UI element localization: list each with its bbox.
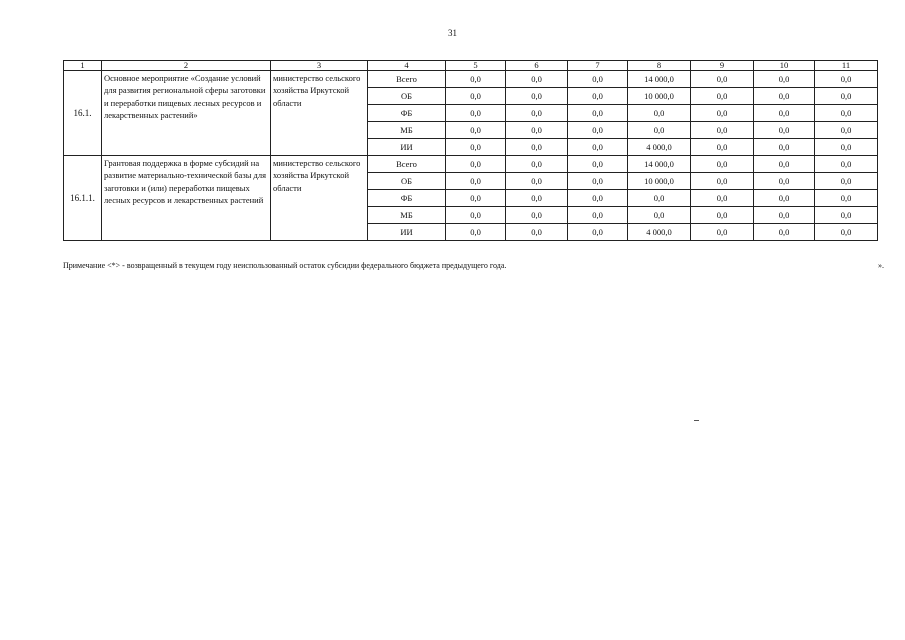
amount-cell: 10 000,0 bbox=[628, 88, 691, 105]
amount-cell: 0,0 bbox=[568, 173, 628, 190]
stray-dash-mark bbox=[694, 420, 699, 421]
column-header: 9 bbox=[691, 61, 754, 71]
funding-source-cell: Всего bbox=[368, 156, 446, 173]
amount-cell: 0,0 bbox=[568, 139, 628, 156]
amount-cell: 0,0 bbox=[815, 156, 878, 173]
page-number: 31 bbox=[448, 28, 457, 38]
column-header: 8 bbox=[628, 61, 691, 71]
measure-name-cell: Основное мероприятие «Создание условий для развития региональной сферы заготовки и переработки пищевых лесных ресурсов и лекарственных растений» bbox=[102, 71, 271, 156]
column-header: 1 bbox=[64, 61, 102, 71]
amount-cell: 0,0 bbox=[506, 105, 568, 122]
amount-cell: 10 000,0 bbox=[628, 173, 691, 190]
amount-cell: 0,0 bbox=[568, 156, 628, 173]
amount-cell: 0,0 bbox=[568, 190, 628, 207]
amount-cell: 0,0 bbox=[754, 105, 815, 122]
amount-cell: 0,0 bbox=[446, 156, 506, 173]
amount-cell: 0,0 bbox=[446, 88, 506, 105]
amount-cell: 0,0 bbox=[628, 105, 691, 122]
amount-cell: 0,0 bbox=[691, 224, 754, 241]
funding-source-cell: МБ bbox=[368, 122, 446, 139]
amount-cell: 0,0 bbox=[446, 139, 506, 156]
amount-cell: 0,0 bbox=[815, 173, 878, 190]
funding-source-cell: Всего bbox=[368, 71, 446, 88]
column-header: 10 bbox=[754, 61, 815, 71]
amount-cell: 0,0 bbox=[815, 122, 878, 139]
funding-source-cell: МБ bbox=[368, 207, 446, 224]
amount-cell: 0,0 bbox=[506, 88, 568, 105]
amount-cell: 0,0 bbox=[506, 156, 568, 173]
amount-cell: 0,0 bbox=[815, 71, 878, 88]
amount-cell: 0,0 bbox=[506, 190, 568, 207]
column-header: 5 bbox=[446, 61, 506, 71]
funding-source-cell: ФБ bbox=[368, 105, 446, 122]
amount-cell: 0,0 bbox=[691, 156, 754, 173]
amount-cell: 0,0 bbox=[754, 207, 815, 224]
amount-cell: 0,0 bbox=[446, 71, 506, 88]
amount-cell: 0,0 bbox=[568, 71, 628, 88]
funding-source-cell: ФБ bbox=[368, 190, 446, 207]
column-header: 11 bbox=[815, 61, 878, 71]
amount-cell: 0,0 bbox=[446, 122, 506, 139]
amount-cell: 0,0 bbox=[754, 71, 815, 88]
amount-cell: 4 000,0 bbox=[628, 139, 691, 156]
closing-quote-mark: ». bbox=[878, 261, 884, 270]
amount-cell: 0,0 bbox=[754, 88, 815, 105]
column-header: 7 bbox=[568, 61, 628, 71]
amount-cell: 0,0 bbox=[754, 173, 815, 190]
amount-cell: 0,0 bbox=[568, 122, 628, 139]
executor-cell: министерство сельского хозяйства Иркутской области bbox=[271, 71, 368, 156]
header-row bbox=[64, 61, 878, 71]
column-header: 3 bbox=[271, 61, 368, 71]
funding-source-cell: ОБ bbox=[368, 173, 446, 190]
table-body bbox=[64, 61, 878, 241]
item-index-cell: 16.1. bbox=[64, 71, 102, 156]
column-header: 2 bbox=[102, 61, 271, 71]
amount-cell: 0,0 bbox=[506, 122, 568, 139]
amount-cell: 0,0 bbox=[815, 88, 878, 105]
amount-cell: 0,0 bbox=[506, 207, 568, 224]
amount-cell: 0,0 bbox=[815, 224, 878, 241]
amount-cell: 0,0 bbox=[446, 207, 506, 224]
amount-cell: 14 000,0 bbox=[628, 156, 691, 173]
amount-cell: 0,0 bbox=[628, 190, 691, 207]
funding-source-cell: ИИ bbox=[368, 139, 446, 156]
amount-cell: 0,0 bbox=[754, 156, 815, 173]
amount-cell: 0,0 bbox=[815, 207, 878, 224]
column-header: 6 bbox=[506, 61, 568, 71]
amount-cell: 0,0 bbox=[446, 173, 506, 190]
amount-cell: 0,0 bbox=[691, 88, 754, 105]
footnote: Примечание <*> - возвращенный в текущем году неиспользованный остаток субсидии федерального бюджета предыдущего года. bbox=[63, 261, 507, 270]
amount-cell: 0,0 bbox=[691, 71, 754, 88]
amount-cell: 0,0 bbox=[506, 173, 568, 190]
measure-name-cell: Грантовая поддержка в форме субсидий на развитие материально-технической базы для заготовки и (или) переработки пищевых лесных ресурсов и лекарственных растений bbox=[102, 156, 271, 241]
amount-cell: 0,0 bbox=[568, 207, 628, 224]
amount-cell: 0,0 bbox=[568, 88, 628, 105]
amount-cell: 14 000,0 bbox=[628, 71, 691, 88]
amount-cell: 0,0 bbox=[691, 139, 754, 156]
amount-cell: 0,0 bbox=[446, 105, 506, 122]
amount-cell: 0,0 bbox=[754, 190, 815, 207]
amount-cell: 0,0 bbox=[446, 190, 506, 207]
funding-table bbox=[63, 60, 878, 241]
item-index-cell: 16.1.1. bbox=[64, 156, 102, 241]
amount-cell: 0,0 bbox=[815, 139, 878, 156]
amount-cell: 0,0 bbox=[754, 139, 815, 156]
amount-cell: 0,0 bbox=[568, 105, 628, 122]
amount-cell: 0,0 bbox=[754, 224, 815, 241]
executor-cell: министерство сельского хозяйства Иркутской области bbox=[271, 156, 368, 241]
amount-cell: 0,0 bbox=[754, 122, 815, 139]
amount-cell: 0,0 bbox=[691, 190, 754, 207]
amount-cell: 0,0 bbox=[628, 207, 691, 224]
table-row bbox=[64, 156, 878, 173]
amount-cell: 0,0 bbox=[628, 122, 691, 139]
amount-cell: 0,0 bbox=[568, 224, 628, 241]
amount-cell: 0,0 bbox=[506, 139, 568, 156]
amount-cell: 0,0 bbox=[815, 190, 878, 207]
amount-cell: 0,0 bbox=[691, 173, 754, 190]
amount-cell: 0,0 bbox=[506, 224, 568, 241]
amount-cell: 0,0 bbox=[815, 105, 878, 122]
amount-cell: 0,0 bbox=[446, 224, 506, 241]
amount-cell: 0,0 bbox=[506, 71, 568, 88]
amount-cell: 0,0 bbox=[691, 207, 754, 224]
amount-cell: 4 000,0 bbox=[628, 224, 691, 241]
funding-source-cell: ОБ bbox=[368, 88, 446, 105]
column-header: 4 bbox=[368, 61, 446, 71]
funding-source-cell: ИИ bbox=[368, 224, 446, 241]
table-row bbox=[64, 71, 878, 88]
amount-cell: 0,0 bbox=[691, 122, 754, 139]
amount-cell: 0,0 bbox=[691, 105, 754, 122]
